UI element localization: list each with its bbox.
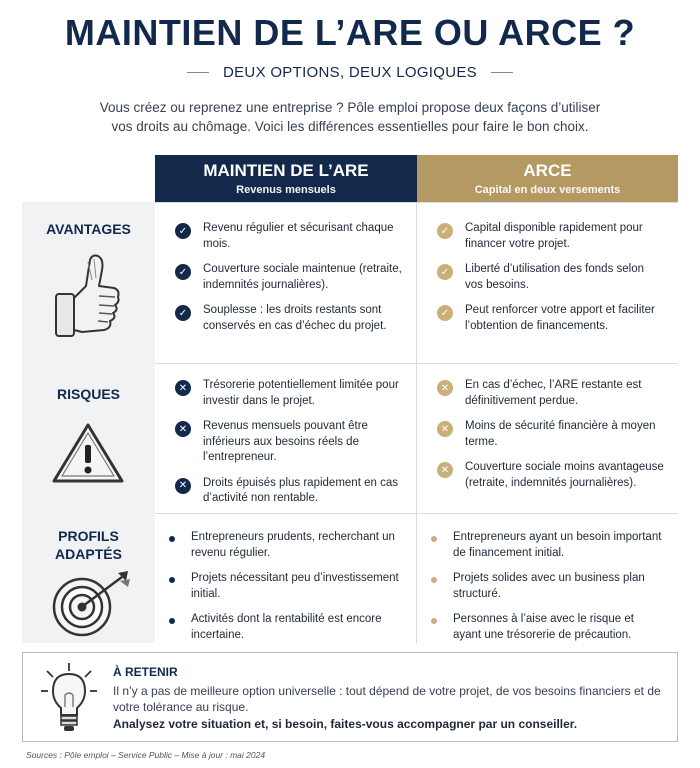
lightbulb-icon (41, 661, 97, 735)
cell-are-risques (155, 363, 417, 513)
key-takeaway-box (22, 652, 678, 742)
cross-icon: ✕ (175, 421, 191, 437)
intro-line: vos droits au chômage. Voici les différences essentielles pour faire le bon choix. (111, 119, 589, 134)
cell-are-avantages (155, 202, 417, 363)
column-header-arce (417, 155, 678, 202)
row-label (22, 527, 155, 563)
row-label: RISQUES (56, 386, 120, 402)
takeaway-title: À RETENIR (113, 665, 178, 679)
row-label-profils (22, 513, 155, 643)
takeaway-advice: Analysez votre situation et, si besoin, faites-vous accompagner par un conseiller. (113, 717, 578, 731)
bullet-icon (169, 536, 175, 542)
subtitle-row (0, 64, 700, 81)
column-subtitle: Capital en deux versements (474, 184, 621, 196)
list-item: ✓ Liberté d’utilisation des fonds selon vos besoins. (437, 262, 664, 293)
check-icon: ✓ (437, 264, 453, 280)
bullet-icon (431, 536, 437, 542)
column-title: ARCE (523, 161, 572, 180)
list-item: ✓ Souplesse : les droits restants sont conservés en cas d’échec du projet. (175, 303, 402, 334)
takeaway-text: Il n’y a pas de meilleure option universelle : tout dépend de votre projet, de vos besoins financiers et de votre tolérance au risque. (113, 684, 661, 714)
check-icon: ✓ (437, 305, 453, 321)
list-item: Personnes à l’aise avec le risque et ayant une trésorerie de précaution. (431, 612, 664, 643)
page-subtitle: DEUX OPTIONS, DEUX LOGIQUES (223, 64, 477, 81)
row-label-risques (22, 363, 155, 513)
page-title: MAINTIEN DE L’ARE OU ARCE ? (64, 12, 636, 53)
bullet-icon (431, 577, 437, 583)
list-item: Projets nécessitant peu d’investissement initial. (169, 571, 402, 602)
list-item: ✓ Couverture sociale maintenue (retraite, indemnités journalières). (175, 262, 402, 293)
cross-icon: ✕ (175, 478, 191, 494)
comparison-table (22, 155, 678, 643)
cell-arce-risques (417, 363, 678, 513)
column-subtitle: Revenus mensuels (236, 184, 336, 196)
list-item: ✕ Trésorerie potentiellement limitée pour investir dans le projet. (175, 378, 402, 409)
bullet-icon (169, 618, 175, 624)
divider (491, 72, 513, 73)
bullet-icon (431, 618, 437, 624)
column-header-are (155, 155, 417, 202)
check-icon: ✓ (175, 223, 191, 239)
list-item: ✕ Revenus mensuels pouvant être inférieurs aux besoins réels de l’entrepreneur. (175, 419, 402, 466)
check-icon: ✓ (175, 264, 191, 280)
sources-footnote: Sources : Pôle emploi – Service Public – Mise à jour : mai 2024 (26, 750, 266, 760)
list-item: ✕ Moins de sécurité financière à moyen terme. (437, 419, 664, 450)
row-label: AVANTAGES (46, 221, 131, 237)
row-label-line: ADAPTÉS (55, 546, 122, 562)
bullet-icon (169, 577, 175, 583)
list-item: Entrepreneurs ayant un besoin important de financement initial. (431, 530, 664, 561)
column-title: MAINTIEN DE L’ARE (203, 161, 369, 180)
cell-arce-avantages (417, 202, 678, 363)
row-label-avantages (22, 202, 155, 363)
cell-arce-profils (417, 513, 678, 643)
list-item: ✕ Droits épuisés plus rapidement en cas d’activité non rentable. (175, 476, 402, 507)
list-item: ✕ Couverture sociale moins avantageuse (retraite, indemnités journalières). (437, 460, 664, 491)
intro-text (60, 98, 640, 136)
intro-line: Vous créez ou reprenez une entreprise ? Pôle emploi propose deux façons d’utiliser (99, 100, 601, 115)
thumbs-up-icon (52, 250, 122, 342)
list-item: Entrepreneurs prudents, recherchant un revenu régulier. (169, 530, 402, 561)
list-item: ✓ Capital disponible rapidement pour financer votre projet. (437, 221, 664, 252)
cross-icon: ✕ (437, 421, 453, 437)
target-icon (52, 569, 134, 637)
list-item: ✕ En cas d’échec, l’ARE restante est définitivement perdue. (437, 378, 664, 409)
check-icon: ✓ (437, 223, 453, 239)
check-icon: ✓ (175, 305, 191, 321)
cross-icon: ✕ (437, 380, 453, 396)
cross-icon: ✕ (437, 462, 453, 478)
warning-icon (50, 421, 126, 485)
list-item: ✓ Peut renforcer votre apport et faciliter l’obtention de financements. (437, 303, 664, 334)
row-label-line: PROFILS (58, 528, 119, 544)
list-item: Activités dont la rentabilité est encore incertaine. (169, 612, 402, 643)
list-item: ✓ Revenu régulier et sécurisant chaque mois. (175, 221, 402, 252)
cross-icon: ✕ (175, 380, 191, 396)
list-item: Projets solides avec un business plan structuré. (431, 571, 664, 602)
cell-are-profils (155, 513, 417, 643)
divider (187, 72, 209, 73)
